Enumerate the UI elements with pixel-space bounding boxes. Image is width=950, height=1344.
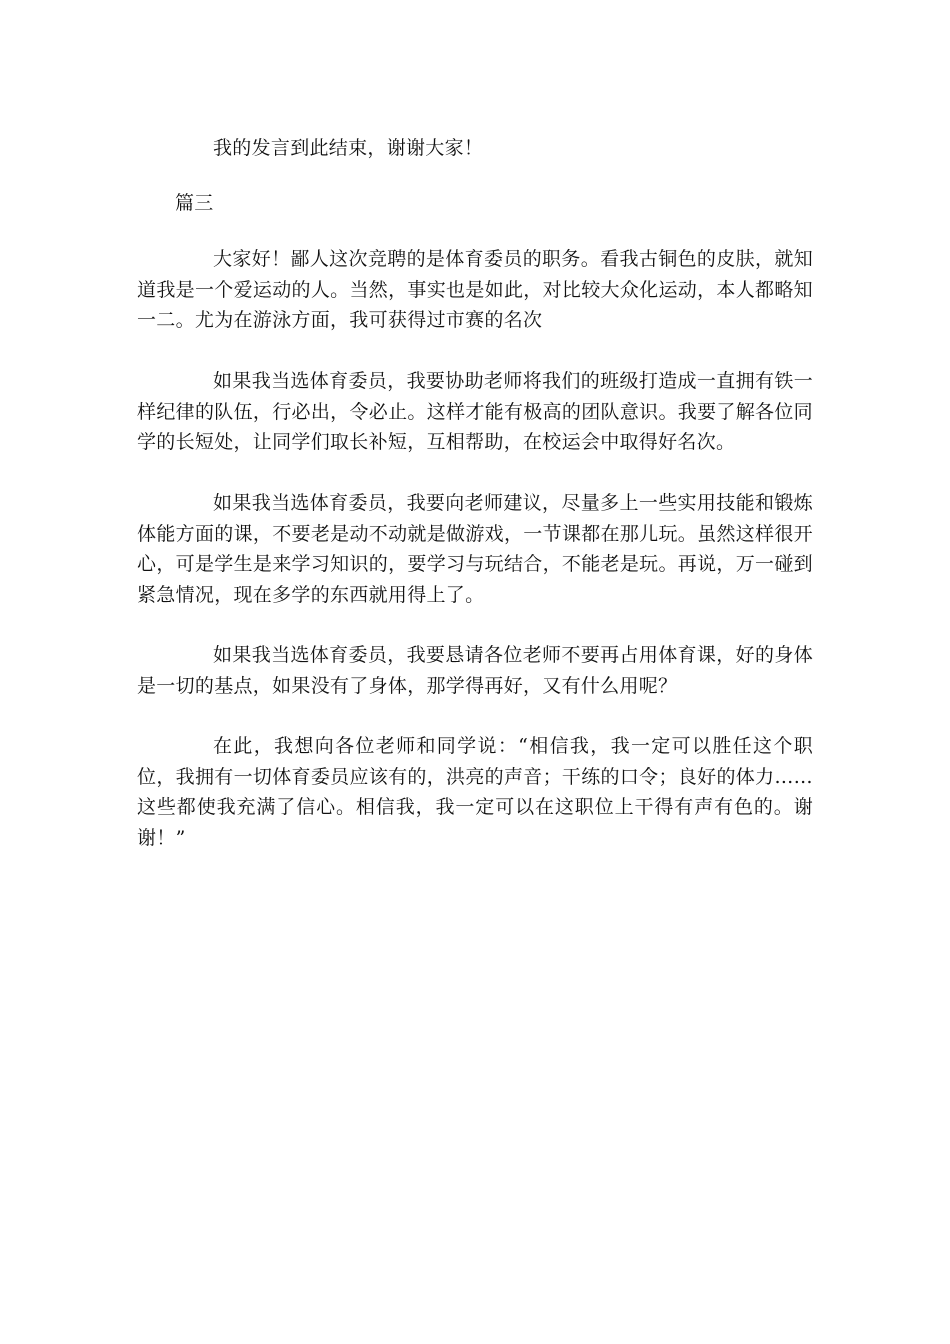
paragraph-discipline: 如果我当选体育委员，我要协助老师将我们的班级打造成一直拥有铁一样纪律的队伍，行必出，令必止。这样才能有极高的团队意识。我要了解各位同学的长短处，让同学们取长补短，互相帮助，在校运会中取得好名次。 xyxy=(137,370,813,453)
paragraph-pe-class: 如果我当选体育委员，我要恳请各位老师不要再占用体育课，好的身体是一切的基点，如果没有了身体，那学得再好，又有什么用呢？ xyxy=(137,644,813,697)
closing-remark: 我的发言到此结束，谢谢大家！ xyxy=(213,137,484,159)
paragraph-conclusion: 在此，我想向各位老师和同学说：“相信我，我一定可以胜任这个职位，我拥有一切体育委员应该有的，洪亮的声音；干练的口令；良好的体力……这些都使我充满了信心。相信我，我一定可以在这职位上干得有声有色的。谢谢！” xyxy=(137,735,813,849)
paragraph-intro: 大家好！鄙人这次竞聘的是体育委员的职务。看我古铜色的皮肤，就知道我是一个爱运动的人。当然，事实也是如此，对比较大众化运动，本人都略知一二。尤为在游泳方面，我可获得过市赛的名次 xyxy=(137,248,813,331)
section-heading: 篇三 xyxy=(175,192,214,214)
paragraph-curriculum: 如果我当选体育委员，我要向老师建议，尽量多上一些实用技能和锻炼体能方面的课，不要老是动不动就是做游戏，一节课都在那儿玩。虽然这样很开心，可是学生是来学习知识的，要学习与玩结合，不能老是玩。再说，万一碰到紧急情况，现在多学的东西就用得上了。 xyxy=(137,492,813,606)
